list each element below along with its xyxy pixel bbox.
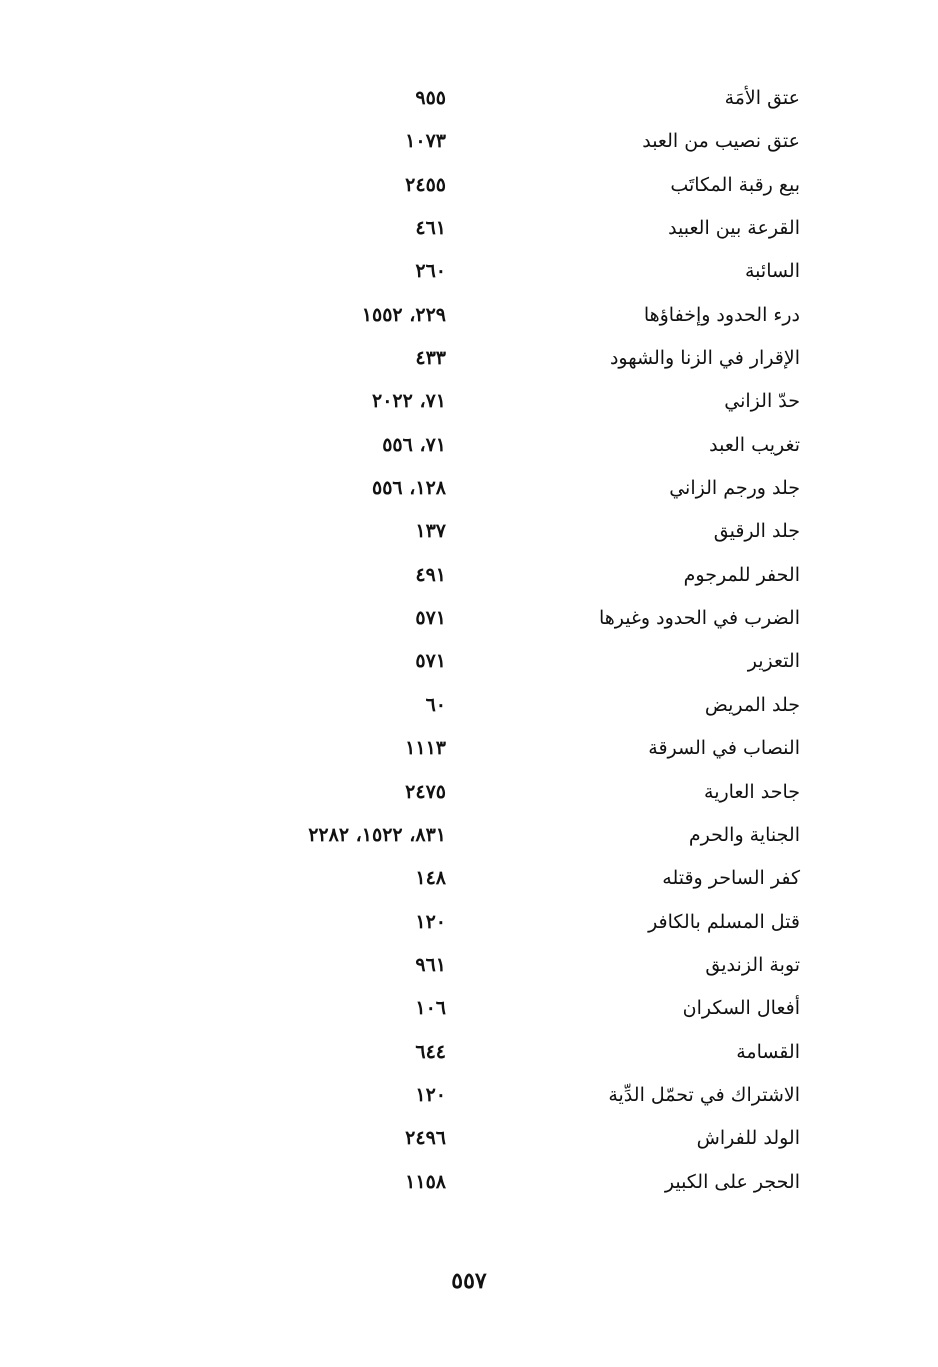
entry-term: السائبة <box>744 260 800 283</box>
index-entry <box>0 727 938 770</box>
index-entry <box>0 337 938 380</box>
index-entry <box>0 1161 938 1204</box>
index-entry <box>0 901 938 944</box>
entry-term: القرعة بين العبيد <box>668 217 800 240</box>
entry-term: الجناية والحرم <box>688 823 800 846</box>
entry-term: بيع رقبة المكاتَب <box>670 173 800 196</box>
index-entry <box>0 120 938 163</box>
entry-pages: ٥٧١ <box>415 607 446 630</box>
entry-term: حدّ الزاني <box>724 390 800 413</box>
index-entry <box>0 771 938 814</box>
index-entry <box>0 554 938 597</box>
entry-term: القسامة <box>736 1040 800 1063</box>
entry-pages: ٤٩١ <box>415 563 446 586</box>
entry-term: كفر الساحر وقتله <box>662 867 800 890</box>
entry-pages: ١٢٨، ٥٥٦ <box>372 477 446 500</box>
entry-pages: ١١٥٨ <box>405 1170 446 1193</box>
index-entry <box>0 164 938 207</box>
index-list <box>0 77 938 1204</box>
entry-pages: ١٠٦ <box>415 997 446 1020</box>
entry-term: تغريب العبد <box>709 433 800 456</box>
index-entry <box>0 814 938 857</box>
entry-term: التعزير <box>747 650 800 673</box>
index-entry <box>0 944 938 987</box>
index-entry <box>0 77 938 120</box>
index-entry <box>0 510 938 553</box>
entry-pages: ٦٠ <box>425 693 446 716</box>
entry-term: الحفر للمرجوم <box>683 563 800 586</box>
entry-pages: ٩٦١ <box>415 953 446 976</box>
entry-term: درء الحدود وإخفاؤها <box>643 303 800 326</box>
entry-pages: ٨٣١، ١٥٢٢، ٢٢٨٢ <box>308 823 446 846</box>
entry-term: جلد ورجم الزاني <box>669 477 800 500</box>
entry-pages: ٢٤٧٥ <box>405 780 446 803</box>
entry-pages: ٢٤٥٥ <box>405 173 446 196</box>
index-entry <box>0 1074 938 1117</box>
page-number: ٥٥٧ <box>451 1268 487 1294</box>
entry-pages: ٧١، ٢٠٢٢ <box>372 390 446 413</box>
entry-pages: ٩٥٥ <box>415 87 446 109</box>
entry-pages: ٤٦١ <box>415 217 446 240</box>
entry-pages: ٢٦٠ <box>415 260 446 283</box>
entry-term: النصاب في السرقة <box>648 737 800 760</box>
entry-pages: ١٢٠ <box>415 910 446 933</box>
entry-pages: ٢٢٩، ١٥٥٢ <box>361 303 446 326</box>
entry-term: الضرب في الحدود وغيرها <box>598 607 800 630</box>
index-entry <box>0 1117 938 1160</box>
entry-pages: ٧١، ٥٥٦ <box>382 433 446 456</box>
index-entry <box>0 467 938 510</box>
entry-term: توبة الزنديق <box>705 953 800 976</box>
entry-pages: ٥٧١ <box>415 650 446 673</box>
index-entry <box>0 294 938 337</box>
index-entry <box>0 857 938 900</box>
entry-term: جلد الرقيق <box>713 520 800 543</box>
entry-term: جلد المريض <box>704 693 800 716</box>
index-entry <box>0 207 938 250</box>
entry-pages: ١٤٨ <box>415 867 446 890</box>
entry-term: الاشتراك في تحمّل الدِّية <box>608 1083 800 1106</box>
index-entry <box>0 684 938 727</box>
entry-term: قتل المسلم بالكافر <box>648 910 800 933</box>
index-entry <box>0 640 938 683</box>
entry-pages: ٦٤٤ <box>415 1040 446 1063</box>
entry-pages: ١١١٣ <box>405 737 446 760</box>
entry-pages: ٢٤٩٦ <box>405 1127 446 1150</box>
entry-term: أفعال السكران <box>682 997 800 1020</box>
index-entry <box>0 1031 938 1074</box>
entry-pages: ١٢٠ <box>415 1083 446 1106</box>
entry-pages: ٤٣٣ <box>415 347 446 370</box>
entry-term: الحجر على الكبير <box>664 1170 800 1193</box>
entry-pages: ١٠٧٣ <box>405 130 446 153</box>
entry-term: عتق الأمَة <box>724 87 800 109</box>
entry-term: الإقرار في الزنا والشهود <box>609 347 800 370</box>
index-entry <box>0 424 938 467</box>
entry-term: عتق نصيب من العبد <box>642 130 800 153</box>
entry-pages: ١٣٧ <box>415 520 446 543</box>
index-entry <box>0 380 938 423</box>
index-entry <box>0 987 938 1030</box>
index-entry <box>0 597 938 640</box>
entry-term: الولد للفراش <box>696 1127 800 1150</box>
index-entry <box>0 250 938 293</box>
entry-term: جاحد العارية <box>704 780 800 803</box>
